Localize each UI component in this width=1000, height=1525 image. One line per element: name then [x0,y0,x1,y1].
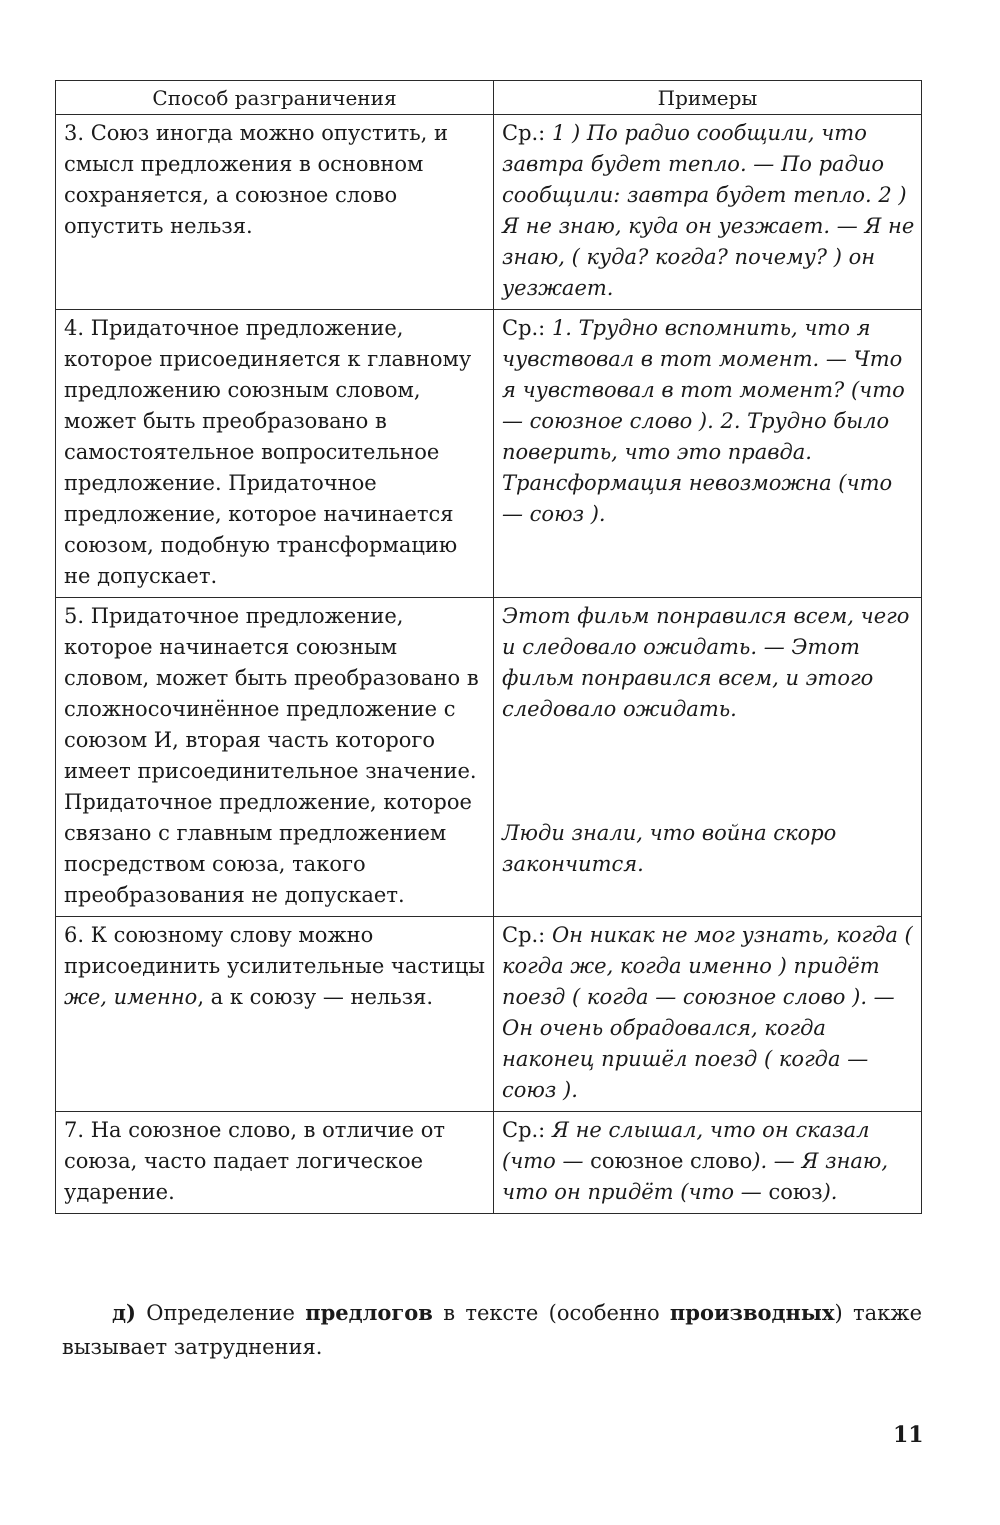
method-text: 7. На союзное слово, в отличие от союза, часто падает логическое ударение. [64,1118,446,1204]
note-bold-prepositions: предлогов [305,1300,433,1325]
example-end: ). [822,1180,838,1204]
example-cell [494,115,922,310]
example-cell [494,917,922,1112]
example-text: 1. Трудно вспомнить, что я чувствовал в тот момент. — Что я чувствовал в тот момент? (что — союзное слово ). 2. Трудно было поверить, что это правда. Трансформация невозможна (что — союз ). [502,316,905,526]
particles-text: же, именно [64,985,198,1009]
method-cell [56,310,494,598]
example-text-second: ). — Я знаю, что он придёт (что — [502,1149,889,1204]
example-text: 1 ) По радио сообщили, что завтра будет тепло. — По радио сообщили: завтра будет тепло. 2 ) Я не знаю, куда он уезжает. — Я не знаю, ( куда? когда? почему? ) он уезжает. [502,121,915,300]
comparison-table [55,80,922,1214]
note-text-1: Определение [135,1301,306,1325]
example-text: Я не слышал, что он сказал (что — [502,1118,870,1173]
example-prefix: Ср.: [502,923,552,947]
note-text-3: ) также вызывает затруднения. [62,1301,922,1359]
example-cell [494,310,922,598]
page-number: 11 [893,1422,924,1448]
method-cell [56,598,494,917]
example-last: союз [768,1180,823,1204]
table-row [56,598,922,917]
example-spacer [502,725,915,818]
note-bold-derived: производных [669,1300,835,1325]
example-prefix: Ср.: [502,316,552,340]
method-text-end: , а к союзу — нельзя. [197,985,434,1009]
method-cell [56,1112,494,1214]
header-method: Способ разграничения [56,81,494,115]
table-row [56,310,922,598]
example-text-conjunction: Люди знали, что война скоро закончится. [502,821,837,876]
note-text-2: в тексте (особенно [432,1301,670,1325]
example-prefix: Ср.: [502,121,552,145]
section-note [62,1296,922,1364]
method-text-conjunction: Придаточное предложение, которое связано с главным предложением посредством союза, такого преобразования не допускает. [64,790,472,907]
table-row [56,1112,922,1214]
example-text: Он никак не мог узнать, когда ( когда же, когда именно ) придёт поезд ( когда — союзное слово ). — Он очень обрадовался, когда наконец пришёл поезд ( когда — союз ). [502,923,913,1102]
example-note: союзное слово [590,1149,753,1173]
table-row [56,917,922,1112]
example-cell [494,598,922,917]
table-header-row [56,81,922,115]
method-text: 3. Союз иногда можно опустить, и смысл предложения в основном сохраняется, а союзное слово опустить нельзя. [64,121,448,238]
method-text: 6. К союзному слову можно присоединить усилительные частицы [64,923,485,978]
example-prefix: Ср.: [502,1118,552,1142]
method-cell [56,917,494,1112]
method-text-conjunctive-word: 5. Придаточное предложение, которое начинается союзным словом, может быть преобразовано в сложносочинённое предложение с союзом И, вторая часть которого имеет присоединительное значение. [64,604,479,783]
method-text: 4. Придаточное предложение, которое присоединяется к главному предложению союзным словом, может быть преобразовано в самостоятельное вопросительное предложение. Придаточное предложение, которое начинается союзом, подобную трансформацию не допускает. [64,316,472,588]
example-cell [494,1112,922,1214]
header-examples: Примеры [494,81,922,115]
table-row [56,115,922,310]
note-letter: д) [112,1300,136,1325]
example-text-conjunctive-word: Этот фильм понравился всем, чего и следовало ожидать. — Этот фильм понравился всем, и этого следовало ожидать. [502,604,910,721]
method-cell [56,115,494,310]
